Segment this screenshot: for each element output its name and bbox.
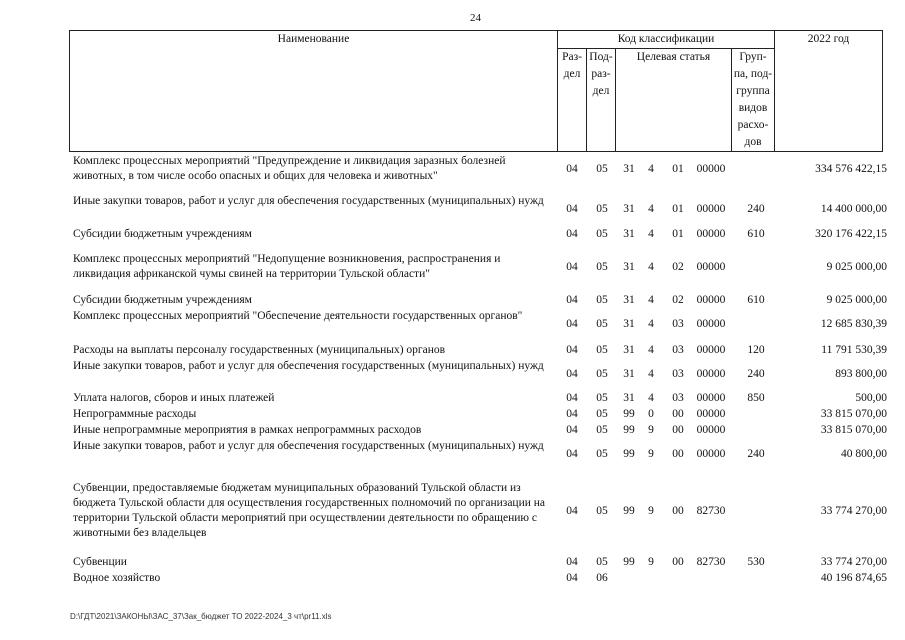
row-name: Иные закупки товаров, работ и услуг для обеспечения государственных (муниципальных) нужд — [73, 195, 544, 207]
row-code-pr: 06 — [596, 572, 608, 584]
row-name: Иные закупки товаров, работ и услуг для обеспечения государственных (муниципальных) нужд — [73, 440, 544, 452]
row-code-t4: 00000 — [696, 228, 726, 240]
row-amount: 9 025 000,00 — [826, 294, 887, 306]
row-code-t2: 4 — [648, 392, 654, 404]
row-code-pr: 05 — [596, 203, 608, 215]
row-name: Водное хозяйство — [73, 572, 161, 584]
row-amount: 33 815 070,00 — [820, 408, 887, 420]
row-code-t3: 03 — [672, 368, 684, 380]
row-code-pr: 05 — [596, 448, 608, 460]
row-code-t3: 01 — [672, 163, 684, 175]
row-code-pr: 05 — [596, 368, 608, 380]
row-amount: 40 196 874,65 — [820, 572, 887, 584]
row-amount: 14 400 000,00 — [820, 203, 887, 215]
row-code-t2: 9 — [648, 505, 654, 517]
row-code-r: 04 — [566, 261, 578, 273]
row-name: Иные непрограммные мероприятия в рамках непрограммных расходов — [73, 424, 422, 436]
row-amount: 9 025 000,00 — [826, 261, 887, 273]
header-name: Наименование — [70, 31, 558, 152]
row-code-vr: 850 — [747, 392, 765, 404]
row-code-t1: 31 — [623, 261, 635, 273]
row-code-t2: 9 — [648, 448, 654, 460]
page-number: 24 — [470, 12, 481, 24]
row-code-t2: 9 — [648, 424, 654, 436]
row-code-t4: 00000 — [696, 424, 726, 436]
row-code-r: 04 — [566, 318, 578, 330]
row-code-vr: 530 — [747, 556, 765, 568]
row-code-pr: 05 — [596, 408, 608, 420]
row-code-t4: 00000 — [696, 368, 726, 380]
row-code-t3: 00 — [672, 505, 684, 517]
row-code-t4: 00000 — [696, 448, 726, 460]
row-code-pr: 05 — [596, 294, 608, 306]
row-code-vr: 120 — [747, 344, 765, 356]
row-code-vr: 240 — [747, 203, 765, 215]
row-code-t1: 31 — [623, 368, 635, 380]
row-code-t4: 00000 — [696, 294, 726, 306]
row-code-t2: 4 — [648, 228, 654, 240]
row-code-t4: 00000 — [696, 163, 726, 175]
row-code-t4: 00000 — [696, 318, 726, 330]
row-code-t2: 4 — [648, 344, 654, 356]
row-code-t1: 31 — [623, 203, 635, 215]
row-amount: 893 800,00 — [835, 368, 887, 380]
row-code-r: 04 — [566, 424, 578, 436]
row-code-pr: 05 — [596, 505, 608, 517]
row-code-t1: 99 — [623, 556, 635, 568]
row-code-t2: 4 — [648, 368, 654, 380]
row-name: Уплата налогов, сборов и иных платежей — [73, 392, 275, 404]
row-code-r: 04 — [566, 203, 578, 215]
row-code-t3: 03 — [672, 392, 684, 404]
row-name: Расходы на выплаты персоналу государственных (муниципальных) органов — [73, 344, 446, 356]
row-code-t3: 01 — [672, 203, 684, 215]
row-code-r: 04 — [566, 505, 578, 517]
row-code-t3: 00 — [672, 556, 684, 568]
row-code-r: 04 — [566, 572, 578, 584]
row-code-t2: 9 — [648, 556, 654, 568]
row-code-r: 04 — [566, 163, 578, 175]
row-code-r: 04 — [566, 228, 578, 240]
row-code-pr: 05 — [596, 228, 608, 240]
row-code-r: 04 — [566, 556, 578, 568]
row-name: Субсидии бюджетным учреждениям — [73, 228, 252, 240]
row-code-vr: 610 — [747, 228, 765, 240]
row-code-pr: 05 — [596, 261, 608, 273]
row-code-t1: 31 — [623, 228, 635, 240]
row-code-t3: 01 — [672, 228, 684, 240]
row-code-t2: 4 — [648, 294, 654, 306]
row-code-pr: 05 — [596, 344, 608, 356]
row-code-r: 04 — [566, 368, 578, 380]
header-vid: Груп- па, под- группа видов расхо- дов — [732, 49, 775, 152]
row-code-pr: 05 — [596, 392, 608, 404]
row-code-t2: 4 — [648, 163, 654, 175]
row-name: Субсидии бюджетным учреждениям — [73, 294, 252, 306]
row-name: Субвенции, предоставляемые бюджетам муниципальных образований Тульской области из бюджета Тульской области для осуществления государственных полномочий по организации на территории Тульской области мероприятий при осуществлении деятельности по обращению с животными без владельцев — [73, 482, 546, 539]
row-code-t4: 00000 — [696, 344, 726, 356]
row-amount: 33 815 070,00 — [820, 424, 887, 436]
row-code-t4: 82730 — [696, 556, 726, 568]
header-razdel: Раз- дел — [558, 49, 587, 152]
row-code-vr: 610 — [747, 294, 765, 306]
row-code-t4: 00000 — [696, 408, 726, 420]
row-code-t1: 99 — [623, 408, 635, 420]
row-code-t2: 4 — [648, 261, 654, 273]
row-amount: 33 774 270,00 — [820, 556, 887, 568]
row-code-t1: 31 — [623, 344, 635, 356]
row-code-t4: 00000 — [696, 261, 726, 273]
row-code-pr: 05 — [596, 556, 608, 568]
file-path-footer: D:\ГДТ\2021\ЗАКОНЫ\ЗАС_37\Зак_бюджет ТО 2022-2024_3 чт\pr11.xls — [70, 612, 332, 621]
row-code-r: 04 — [566, 408, 578, 420]
row-code-t1: 99 — [623, 505, 635, 517]
row-code-vr: 240 — [747, 448, 765, 460]
row-code-t3: 00 — [672, 448, 684, 460]
row-code-t2: 4 — [648, 203, 654, 215]
row-code-t1: 31 — [623, 318, 635, 330]
row-code-t4: 82730 — [696, 505, 726, 517]
row-code-t1: 31 — [623, 294, 635, 306]
header-year: 2022 год — [775, 31, 883, 152]
row-code-vr: 240 — [747, 368, 765, 380]
row-code-pr: 05 — [596, 424, 608, 436]
row-code-t4: 00000 — [696, 203, 726, 215]
row-code-t1: 31 — [623, 392, 635, 404]
row-code-t2: 0 — [648, 408, 654, 420]
header-target: Целевая статья — [616, 49, 732, 152]
row-amount: 40 800,00 — [841, 448, 887, 460]
row-code-t3: 03 — [672, 318, 684, 330]
row-code-t3: 03 — [672, 344, 684, 356]
row-code-r: 04 — [566, 294, 578, 306]
row-code-t3: 00 — [672, 424, 684, 436]
row-name: Иные закупки товаров, работ и услуг для обеспечения государственных (муниципальных) нужд — [73, 360, 544, 372]
header-podrazdel: Под- раз- дел — [587, 49, 616, 152]
header-code-group: Код классификации — [558, 31, 775, 49]
row-amount: 12 685 830,39 — [820, 318, 887, 330]
row-name: Субвенции — [73, 556, 127, 568]
row-amount: 334 576 422,15 — [815, 163, 887, 175]
row-code-t2: 4 — [648, 318, 654, 330]
row-code-r: 04 — [566, 448, 578, 460]
row-code-t4: 00000 — [696, 392, 726, 404]
row-code-pr: 05 — [596, 163, 608, 175]
row-code-t3: 02 — [672, 294, 684, 306]
row-code-t1: 99 — [623, 448, 635, 460]
row-code-r: 04 — [566, 392, 578, 404]
row-code-t1: 31 — [623, 163, 635, 175]
row-name: Непрограммные расходы — [73, 408, 197, 420]
row-amount: 33 774 270,00 — [820, 505, 887, 517]
row-amount: 500,00 — [855, 392, 887, 404]
row-amount: 320 176 422,15 — [815, 228, 887, 240]
row-name: Комплекс процессных мероприятий "Обеспечение деятельности государственных органов" — [73, 310, 523, 322]
row-code-t1: 99 — [623, 424, 635, 436]
row-name: Комплекс процессных мероприятий "Недопущение возникновения, распространения и ликвидация африканской чумы свиней на территории Тульской области" — [73, 253, 501, 280]
row-amount: 11 791 530,39 — [821, 344, 887, 356]
row-code-pr: 05 — [596, 318, 608, 330]
row-code-t3: 00 — [672, 408, 684, 420]
row-name: Комплекс процессных мероприятий "Предупреждение и ликвидация заразных болезней животных, в том числе особо опасных и общих для человека и животных" — [73, 155, 506, 182]
row-code-r: 04 — [566, 344, 578, 356]
row-code-t3: 02 — [672, 261, 684, 273]
